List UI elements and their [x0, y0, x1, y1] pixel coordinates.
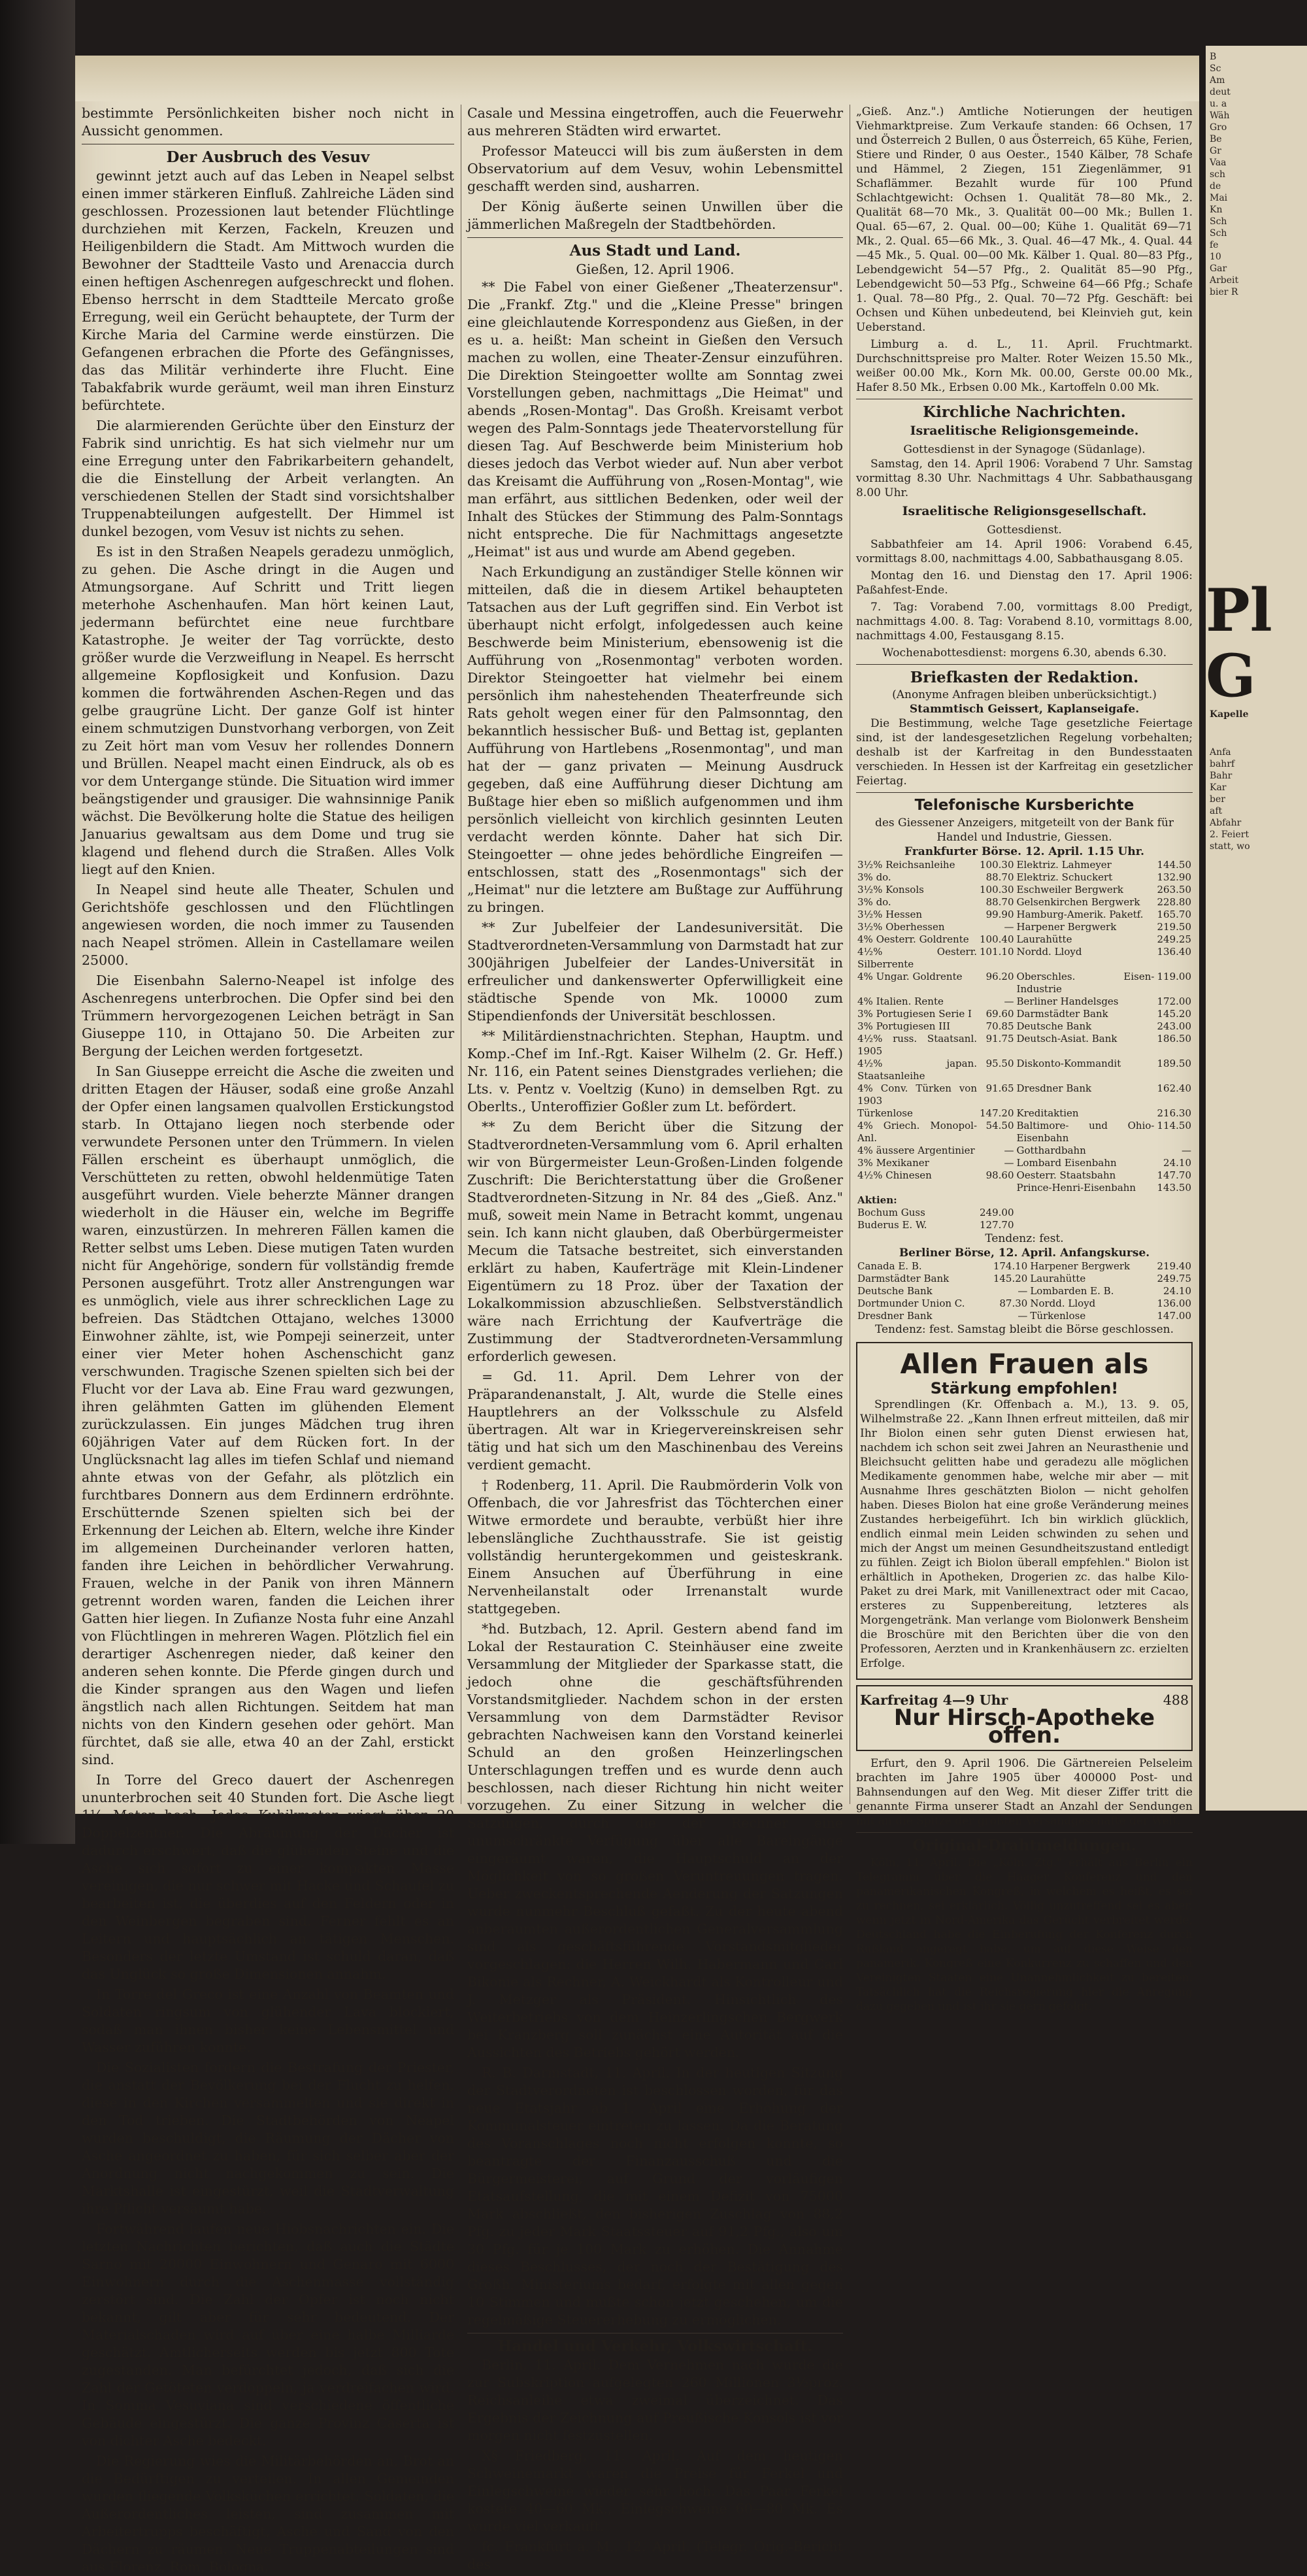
kurs-row	[856, 1157, 1193, 1169]
kurs-value: —	[1004, 995, 1014, 1007]
kurs-name: 3½% Oberhessen	[857, 921, 945, 933]
adjacent-fragment: de	[1210, 181, 1221, 192]
article-paragraph: R. B. Darmstadt, 11. April. In der heutigen Sitzung der Stadtverordneten ist beschlossen worden, für das neue Etatsjahr ab 1. April eine Erhöhung der Kommunalsteuer eintreten zu lassen. Da die Beratung des Voranschlages noch nicht erfolgen konnte, so beantragte der Finanzausschuß und die Bürgermeisterei, auf Grund der vorläufigen Etatsaufstellung, die mit einem Defizit von 75000 Mark abschließt, den bisherigen Zuschlag von 88,2 Pfg. zu jeder Mark Staatssteuer auf 91,2 Pfg., also um 30 Pfg. für je 100 Mark zu erhöhen. Die Annahme dieses Beschlusses, der noch der Bestätigung des Großh. Ministeriums bedarf, erfolgte mit allen gegen 10 Stimmen und mußte schon jetzt geschehen, um die regelmäßige Steuererhebung zu ermöglichen.	[467, 2065, 843, 2328]
intro-text: bestimmte Persönlichkeiten bisher noch nicht in Aussicht genommen.	[82, 105, 454, 139]
gesellschaft-subtitle: Gottesdienst.	[987, 524, 1062, 537]
newspaper-page	[75, 56, 1199, 2575]
kurs-row	[856, 1285, 1193, 1297]
kurs-row	[856, 859, 1193, 871]
kurs-value: 162.40	[1157, 1082, 1191, 1094]
adjacent-page-edge	[1206, 46, 1307, 1811]
article-paragraph: „Gieß. Anz.".) Amtliche Notierungen der heutigen Viehmarktpreise. Zum Verkaufe standen: 66 Ochsen, 17 und Österreich 2 Bullen, 0 aus Österreich, 65 Kühe, Ferien, Stiere und Rinder, 0 aus Oester., 1540 Kälber, 78 Schafe und Hämmel, 2 Ziegen, 151 Ziegenlämmer, 91 Schaflämmer. Bezahlt wurde für 100 Pfund Schlachtgewicht: Ochsen 1. Qualität 78—80 Mk., 2. Qualität 68—70 Mk., 3. Qualität 00—00 Mk.; Bullen 1. Qual. 65—67, 2. Qual. 00—00; Kühe 1. Qualität 69—71 Mk., 2. Qual. 65—66 Mk., 3. Qual. 46—47 Mk., 4. Qual. 44—45 Mk., 5. Qual. 00—00 Mk. Kälber 1. Qual. 80—83 Pfg., Lebendgewicht 54—57 Pfg., 2. Qualität 85—90 Pfg., Lebendgewicht 50—53 Pfg., Schweine 64—66 Pfg.; Schafe 1. Qual. 78—80 Pfg., 2. Qual. 70—72 Pfg. Geschäft: bei Ochsen und Kühen unbedeutend, bei Kleinvieh gut, kein Ueberstand.	[856, 105, 1193, 334]
article-paragraph: fc. Frankfurt a. M., 12. April. (Telegr. Orig.-Bericht des	[467, 2539, 843, 2572]
adjacent-fragment: Sc	[1210, 63, 1221, 74]
tendenz: Tendenz: fest. Samstag bleibt die Börse geschlossen.	[874, 1323, 1174, 1336]
article-paragraph: In Neapel sind heute alle Theater, Schulen und Gerichtshöfe geschlossen und den Flüchtlingen angewiesen worden, die noch immer zu Tausenden nach Neapel strömen. Allein in Castellamare weilen 25000.	[82, 882, 454, 968]
kurs-value: —	[1017, 1310, 1028, 1322]
adjacent-fragment: Am	[1210, 75, 1225, 86]
kurs-value: 147.00	[1157, 1310, 1191, 1322]
article-paragraph: gewinnt jetzt auch auf das Leben in Neapel selbst einen immer stärkeren Einfluß. Zahlreiche Läden sind geschlossen. Prozessionen laut betender Flüchtlinge durchziehen mit Kerzen, Fackeln, Kreuzen und Heiligenbildern die Stadt. Am Mittwoch wurden die Bewohner der Stadtteile Vasto und Arenaccia durch einen heftigen Aschenregen aufgeschreckt und flohen. Ebenso herrscht in dem Stadtteile Mercato große Erregung, weil ein Gerücht behauptete, der Turm der Kirche Maria del Carmine werde einstürzen. Die Gefangenen erbrachen die Pforte des Gefängnisses, das das Militär verhinderte ihre Flucht. Eine Tabakfabrik wurde geräumt, weil man ihren Einsturz befürchtete.	[82, 168, 454, 413]
kurs-value: —	[1004, 1157, 1014, 1169]
kurs-name: 4% Italien. Rente	[857, 995, 944, 1007]
kurs-row	[856, 946, 1193, 971]
kurs-value: 174.10	[993, 1260, 1028, 1272]
kurs-row	[856, 1058, 1193, 1082]
adjacent-fragment: Mai	[1210, 193, 1228, 203]
kirchliche-headline: Kirchliche Nachrichten.	[923, 403, 1126, 421]
kurs-value: 219.40	[1157, 1260, 1191, 1272]
kurs-row	[856, 995, 1193, 1008]
service-times: Sabbathfeier am 14. April 1906: Vorabend 6.45, vormittags 8.00, nachmittags 4.00, Sabbathausgang 8.05.	[856, 538, 1193, 565]
kurs-name: 4½% Oesterr. Silberrente	[857, 946, 978, 970]
gesellschaft-title: Israelitische Religionsgesellschaft.	[902, 504, 1147, 518]
kurs-name: 4% Conv. Türken von 1903	[857, 1082, 978, 1107]
adjacent-big-letters: G	[1206, 641, 1256, 711]
adjacent-fragment: sch	[1210, 169, 1226, 180]
kurs-value: 263.50	[1157, 884, 1191, 895]
article-paragraph: Casale und Messina eingetroffen, auch die Feuerwehr aus mehreren Städten wird erwartet.	[467, 105, 843, 139]
frankfurt-boerse-title: Frankfurter Börse. 12. April. 1.15 Uhr.	[904, 845, 1145, 858]
article-paragraph: ** Zur Jubelfeier der Landesuniversität. Die Stadtverordneten-Versammlung von Darmstadt hat zur 300jährigen Jubelfeier der Landes-Universität in erfreulicher und dankenswerter Opferwilligkeit eine städtische Spende von Mk. 10000 zum Stipendienfonds der Universität beschlossen.	[467, 920, 843, 1024]
kurs-value: 147.20	[980, 1107, 1014, 1119]
kurs-name: 3½% Hessen	[857, 909, 922, 920]
article-paragraph: In San Giuseppe erreicht die Asche die zweiten und dritten Etagen der Häuser, sodaß eine große Anzahl der Opfer einen langsamen qualvollen Erstickungstod starb. In Ottajano liegen noch sterbende oder verwundete Personen unter den Trümmern. In vielen Fällen erscheint es überhaupt unmöglich, die Verschütteten zu retten, obwohl heldenmütige Taten ausgeführt wurden. Viele beherzte Männer drangen wiederholt in die Häuser ein, welche im Begriffe waren, einzustürzen. In mehreren Fällen kamen die Retter selbst ums Leben. Diese mutigen Taten wurden nicht für Angehörige, sondern für vollständig fremde Personen ausgeführt. Trotz aller Anstrengungen war es unmöglich, viele aus ihrer schrecklichen Lage zu befreien. Das Städtchen Ottajano, welches 13000 Einwohner zählte, ist, wie Pompeji seinerzeit, unter einer vier Meter hohen Aschenschicht ganz verschwunden. Tragische Szenen spielten sich bei der Flucht vor der Lava ab. Eine Frau ward gezwungen, ihren gelähmten Gatten im glühenden Element zurückzulassen. Ein junges Mädchen trug ihren 60jährigen Vater auf dem Rücken fort. In der Unglücksnacht lag alles im tiefen Schlaf und niemand ahnte etwas von der Gefahr, als plötzlich ein furchtbares Donnern aus dem Erdinnern erdröhnte. Erschütternde Szenen spielten sich bei der Erkennung der Leichen ab. Eltern, welche ihre Kinder im allgemeinen Durcheinander verloren hatten, fanden ihre Leichen in behördlicher Verwahrung. Frauen, welche in der Panik von ihren Männern getrennt worden waren, fanden die Leichen ihrer Gatten hier liegen. In Zufianze Nosta fuhr eine Anzahl von Flüchtlingen in mehreren Wagen. Plötzlich fiel ein derartiger Aschenregen nieder, daß keiner den anderen sehen konnte. Die Pferde gingen durch und die Kinder sprangen aus den Wagen und liefen ängstlich nach allen Richtungen. Seitdem hat man nichts von den Kindern gesehen oder gehört. Man fürchtet, daß sie alle, etwa 40 an der Zahl, erstickt sind.	[82, 1063, 454, 1767]
kurs-value: 219.50	[1157, 921, 1191, 933]
kurs-name: Hamburg-Amerik. Paketf.	[1016, 909, 1144, 920]
kurs-name: Dortmunder Union C.	[857, 1297, 965, 1309]
kurs-value: 119.00	[1157, 971, 1191, 982]
adjacent-fragment: Vaa	[1210, 158, 1227, 168]
kurs-name: Dresdner Bank	[1016, 1082, 1092, 1094]
adjacent-fragment: deut	[1210, 87, 1231, 97]
kurs-row	[856, 1107, 1193, 1120]
article-paragraph: Nach Erkundigung an zuständiger Stelle können wir mitteilen, daß die in diesem Artikel behaupteten Tatsachen aus der Luft gegriffen sind. Ein Verbot ist überhaupt nicht erfolgt, infolgedessen auch keine Beschwerde beim Ministerium, ebensowenig ist die Aufführung von „Rosenmontag" verboten worden. Direktor Steingoetter hat vielmehr bei einem persönlich ihm nahestehenden Theaterfreunde sich Rats geholt wegen einer für den Palmsonntag, den bekanntlich hessischer Buß- und Bettag ist, geplanten Aufführung von Hartlebens „Rosenmontag", und man hat der — ganz privaten — Meinung Ausdruck gegeben, daß eine Aufführung dieser Dichtung am Bußtage hier eben so mißlich aufgenommen und ihm persönlich vielleicht von kirchlich gesinnten Leuten verdacht werden könnte. Daher hat sich Dir. Steingoetter — ohne jedes behördliche Eingreifen — entschlossen, statt des „Rosenmontags" sich der „Heimat" nur die letztere am Bußtage zur Aufführung zu bringen.	[467, 564, 843, 915]
page-top-margin	[75, 56, 1199, 101]
adjacent-text-fragments	[1206, 46, 1307, 303]
kurs-value: 127.70	[980, 1219, 1014, 1231]
article-paragraph: Die alarmierenden Gerüchte über den Einsturz der Fabrik sind unrichtig. Es hat sich vielmehr nur um eine Erregung unter den Fabrikarbeitern gehandelt, die die Einstellung der Arbeit verlangten. An verschiedenen Stellen der Stadt sind vorsichtshalber Truppenabteilungen aufgestellt. Der Himmel ist dunkel bezogen, vom Vesuv ist nichts zu sehen.	[82, 418, 454, 539]
vesuv-headline: Der Ausbruch des Vesuv	[166, 148, 370, 166]
adjacent-fragment: bahrf	[1210, 759, 1235, 769]
kurs-name: Lombard Eisenbahn	[1016, 1157, 1117, 1169]
article-paragraph: Es ist in den Straßen Neapels geradezu unmöglich, zu gehen. Die Asche dringt in die Augen und Atmungsorgane. Auf Schritt und Tritt liegen meterhohe Aschenhaufen. Man hört keinen Laut, jedermann befürchtet eine neue furchtbare Katastrophe. Je weiter der Tag vorrückte, desto größer wurde die Verzweiflung in Neapel. Es herrscht allgemeine Kopflosigkeit und Konfusion. Dazu kommen die fortwährenden Aschen-Regen und das gelbe graugrüne Licht. Der ganze Golf ist hinter einem schmutzigen Dunstvorhang verborgen, von Zeit zu Zeit hört man vom Vesuv her rollendes Donnern und Brüllen. Neapel macht einen Eindruck, als ob es vor dem Untergange stünde. Die Situation wird immer beängstigender und grausiger. Die wahnsinnige Panik wächst. Die Bevölkerung holte die Statue des heiligen Januarius gewaltsam aus dem Dome und trug sie klagend und flehend durch die Straßen. Alles Volk liegt auf den Knien.	[82, 544, 454, 877]
kurs-name: Elektriz. Lahmeyer	[1016, 859, 1112, 871]
adjacent-fragment: Wäh	[1210, 110, 1230, 121]
kurs-value: 96.20	[985, 971, 1014, 982]
kurs-row	[856, 1082, 1193, 1107]
kurs-name: 3% Portugiesen III	[857, 1020, 950, 1032]
article-paragraph: Köln, 11. April. Die „Köln. Ztg." erhält aus Berlin ein Telegramm über die Haager Konferenz und den panamerikanischen Kongreß, in welchem es heißt, es sei zu rechnen, sei erklärlich. Völlig unzutreffend sei es aber, wenn jetzt in Nord-Amerika das Gerücht verbreitet werde, Deutschland habe die Einberufung der Konferenz durch Rußland angeregt habe, um auf diese Weise den panamerik. Kongreß eine Konkurrenz zu schaffen und den Vereinigten Staaten eine Unannehmlichkeit zu bereiten. Tatsächlich hat die Reichsregierung hier die Anregung dazu gegeben und ist ihr sie gern gefolgt.	[856, 1856, 1193, 2013]
kurs-value: 243.00	[1157, 1020, 1191, 1032]
adjacent-fragment: Gar	[1210, 263, 1227, 274]
kurs-name: Lombarden E. B.	[1030, 1285, 1114, 1297]
kurs-name: Prince-Henri-Eisenbahn	[1016, 1182, 1136, 1194]
article-paragraph: In Torre del Greco ist eine Anzahl von Beamten und Soldaten ringsum von glühender Lava blockiert, sodaß man ihnen bisher keine Lebensmittel und Wasser zuführen konnte.	[82, 1986, 454, 2055]
kurs-table	[856, 859, 1193, 1231]
kurs-value: 100.40	[980, 933, 1014, 945]
adjacent-fragment: Abfahr	[1210, 818, 1242, 828]
kurs-name: Buderus E. W.	[857, 1219, 927, 1231]
kurs-row	[856, 1207, 1193, 1219]
article-paragraph: X§ Friedberg, 11. April. Auf dem heutigen Schweinemarkt waren die Preise für Ferkel und Einlegschweine wieder sehr hoch. Das Paar Ferkel kostete 40—60 Mk., Einlegschweine 60—80 Mk. Es wurde viel verkauft.	[467, 2448, 843, 2534]
column-2	[467, 105, 843, 2572]
kurs-name: 3% Mexikaner	[857, 1157, 929, 1169]
kurs-row	[856, 921, 1193, 933]
kurs-row	[856, 933, 1193, 946]
adjacent-fragment: Kar	[1210, 782, 1227, 793]
kurs-name: Bochum Guss	[857, 1207, 925, 1218]
kurs-name: Baltimore- und Ohio-Eisenbahn	[1016, 1120, 1155, 1144]
kurs-subtitle: des Giessener Anzeigers, mitgeteilt von der Bank für Handel und Industrie, Giessen.	[874, 816, 1174, 844]
kurs-name: Türkenlose	[1030, 1310, 1086, 1322]
briefkasten-answer: Die Bestimmung, welche Tage gesetzliche Feiertage sind, ist der landesgesetzlichen Regelung vorbehalten; deshalb ist der Karfreitag in den Bundesstaaten verschieden. In Hessen ist der Karfreitag ein gesetzlicher Feiertag.	[856, 717, 1193, 788]
kurs-name: Harpener Bergwerk	[1016, 921, 1117, 933]
adjacent-fragment: Kn	[1210, 205, 1223, 215]
adjacent-fragment: Arbeit	[1210, 275, 1239, 286]
kurs-row	[856, 1033, 1193, 1058]
gemeinde-subtitle: Gottesdienst in der Synagoge (Südanlage).	[903, 443, 1146, 456]
service-times: Wochenabottesdienst: morgens 6.30, abends 6.30.	[882, 646, 1167, 660]
biolon-advertisement	[856, 1342, 1193, 1680]
kurs-value: 132.90	[1157, 871, 1191, 883]
article-paragraph: *hd. Butzbach, 12. April. Gestern abend fand im Lokal der Restauration C. Steinhäuser eine zweite Versammlung der Mitglieder der Sparkasse statt, die jedoch ohne die geschäftsführenden Vorstandsmitglieder. Nachdem schon in der ersten Versammlung von dem Darmstädter Revisor gebrachten Nachweisen kann den Vorstand keinerlei Schuld an den großen Heinzerlingschen Unterschlagungen treffen und es wurde denn auch beschlossen, nach dieser Richtung hin nicht weiter vorzugehen. Zu einer Sitzung in welcher die Satzungen, durch die der Rechner eine unumschränkte Verfügung über alle Bareingänge eingeräumt waren, die Hauptschuld an der Möglichkeit von so großen Veruntreuungen tragen. Ueber zweckentsprechende Aenderung der Satzungen wurde nunmehr Beschluß gefaßt. Zu der heute abend anberaumten außerordentlichen Generalversammlung sind als geschäftsführende Vorstandsmitglieder vorgeschlagen: die Herren Wilh. Habermann und Carl Bikonie als Rechner, A. Weickhardt als Kontrolleur und J. Metzger als Präsident. Hinsichtlich des Weiterbetriebs von dem Heinzerlingschen Bergwerk bei Kranzberg soll zunächst eine Autorität auf die Aussichten des Betriebs gehört werden.	[467, 1621, 843, 2060]
adjacent-fragment: Sch	[1210, 216, 1227, 227]
kurs-row	[856, 1145, 1193, 1157]
section-headline-handel: Handel und Verkehr, Volkswirtschaft.	[497, 2337, 813, 2355]
briefkasten-headline: Briefkasten der Redaktion.	[910, 669, 1139, 686]
adjacent-fragment: Bahr	[1210, 771, 1233, 781]
adjacent-subtitle: Kapelle	[1210, 709, 1249, 720]
kurs-name: Darmstädter Bank	[857, 1273, 950, 1284]
adjacent-fragment: B	[1210, 52, 1217, 62]
dateline: Gießen, 12. April 1906.	[576, 261, 735, 277]
kurs-name: Nordd. Lloyd	[1030, 1297, 1096, 1309]
adjacent-fragment: Sch	[1210, 228, 1227, 239]
kurs-name: 3½% Reichsanleihe	[857, 859, 955, 871]
kurs-value: 98.60	[985, 1169, 1014, 1181]
kurs-name: Berliner Handelsges	[1016, 995, 1119, 1007]
kurs-name: Laurahütte	[1030, 1273, 1086, 1284]
article-paragraph: Die Eisenbahn Salerno-Neapel ist infolge des Aschenregens unterbrochen. Die Opfer sind bei den Trümmern hervorgezogenen Leichen beträgt in San Giuseppe 110, in Ottajano 50. Die Arbeiten zur Bergung der Leichen werden fortgesetzt.	[82, 973, 454, 1059]
briefkasten-addressee: Stammtisch Geissert, Kaplanseigafe.	[909, 703, 1140, 716]
article-paragraph: Fortwährend laufen neue Hiobsnachrichten ein. Die letzten Nachrichten berichten, daß auch die Städte Sarno mit 20000 Einwohnern und Genaro mit 6000 Einwohnern durch die Aschenmasse vollständig zerstört sind. Die Zahl der Opfer ist noch nicht bekannt, gilt aber für sehr bedeutend. Der Materialschaden wird auf über eine halbe Milliarde geschätzt. Amtlicherseits werden bis jetzt 800 Tote zugestanden. Man befürchtet jedoch, daß sich die Zahl der Getöteten verdoppeln, ja verdreifachen wird. In Somma Vesuviana sind verschiedene öffentliche Gebäude eingestürzt. Die ganze Provinz Caserta ist von dichter Asche bedeckt.	[82, 2221, 454, 2449]
kurs-row	[856, 1219, 1193, 1231]
kurs-value: 101.10	[980, 946, 1014, 958]
adjacent-fragment: Anfa	[1210, 747, 1231, 758]
kurs-row	[856, 1020, 1193, 1033]
kurs-row	[856, 971, 1193, 995]
adjacent-fragment: Gro	[1210, 122, 1227, 133]
kurs-value: 249.25	[1157, 933, 1191, 945]
apotheke-notice	[856, 1685, 1193, 1751]
kurs-row	[856, 1120, 1193, 1145]
kurs-name: 4% Oesterr. Goldrente	[857, 933, 969, 945]
kurs-name: Oberschles. Eisen-Industrie	[1016, 971, 1155, 995]
apotheke-number: 488	[1163, 1692, 1189, 1708]
kurs-value: 216.30	[1157, 1107, 1191, 1119]
kurs-value: 70.85	[985, 1020, 1014, 1032]
article-paragraph: ** Militärdienstnachrichten. Stephan, Hauptm. und Komp.-Chef im Inf.-Rgt. Kaiser Wilhelm (2. Gr. Heff.) Nr. 116, ein Patent seines Dienstgrades verliehen; die Lts. v. Pentz v. Voeltzig (Kuno) in demselben Rgt. zu Oberlts., Unteroffizier Goßler zum Lt. befördert.	[467, 1028, 843, 1114]
apotheke-tag: Karfreitag 4—9 Uhr	[860, 1692, 1008, 1708]
adjacent-fragment: Gr	[1210, 146, 1221, 156]
kurs-name: 4% Ungar. Goldrente	[857, 971, 963, 982]
adjacent-big-letters: Pl	[1206, 576, 1272, 645]
kurs-value: 186.50	[1157, 1033, 1191, 1045]
kurs-value: 91.65	[985, 1082, 1014, 1094]
kurs-value: 24.10	[1163, 1285, 1191, 1297]
kurs-value: —	[1017, 1285, 1028, 1297]
kurs-value: 88.70	[985, 896, 1014, 908]
kurs-name: Gotthardbahn	[1016, 1145, 1086, 1156]
berlin-boerse-title: Berliner Börse, 12. April. Anfangskurse.	[899, 1246, 1150, 1260]
adjacent-fragment: 10	[1210, 252, 1221, 262]
kurs-name: Türkenlose	[857, 1107, 913, 1119]
kurs-row	[856, 871, 1193, 884]
kurs-value: 24.10	[1163, 1157, 1191, 1169]
adjacent-fragment: aft	[1210, 806, 1223, 816]
kurs-name: Eschweiler Bergwerk	[1016, 884, 1123, 895]
kurs-value: 100.30	[980, 884, 1014, 895]
kurs-value: —	[1182, 1145, 1191, 1156]
kurs-value: 143.50	[1157, 1182, 1191, 1194]
kurs-value: 54.50	[985, 1120, 1014, 1131]
kurs-name: Diskonto-Kommandit	[1016, 1058, 1121, 1069]
service-times: 7. Tag: Vorabend 7.00, vormittags 8.00 Predigt, nachmittags 4.00. 8. Tag: Vorabend 8.10, vormittags 8.00, nachmittags 4.00, Festausgang 8.15.	[856, 601, 1193, 643]
kurs-name: Nordd. Lloyd	[1016, 946, 1082, 958]
kurs-row	[856, 1169, 1193, 1182]
ad-text: Sprendlingen (Kr. Offenbach a. M.), 13. 9. 05, Wilhelmstraße 22. „Kann Ihnen erfreut mitteilen, daß mir Ihr Biolon einen sehr guten Dienst erwiesen hat, nachdem ich schon seit zwei Jahren an Neurasthenie und Bleichsucht gelitten habe und geradezu alle möglichen Medikamente genommen habe, welche mir aber — mit Ausnahme Ihres geschätzten Biolon — nicht geholfen haben. Dieses Biolon hat eine große Veränderung meines Zustandes herbeigeführt. Ich bin wirklich glücklich, endlich einmal mein Leiden schwinden zu sehen und mich der Angst um meinen Gesundheitszustand entledigt zu fühlen. Zeigt ich Biolon überall empfehlen." Biolon ist erhältlich in Apotheken, Drogerien zc. das halbe Kilo-Paket zu drei Mark, mit Vanillenextract oder mit Cacao, ersteres zu Suppenbereitung, letzteres als Morgengetränk. Man verlange vom Biolonwerk Bensheim die Broschüre mit den Berichten über die von den Professoren, Aerzten und in Krankenhäusern zc. erzielten Erfolge.	[860, 1398, 1189, 1670]
kurs-row	[856, 1273, 1193, 1285]
column-3	[856, 105, 1193, 2013]
article-paragraph: ** Zu dem Bericht über die Sitzung der Stadtverordneten-Versammlung vom 6. April erhalten wir von Bürgermeister Leun-Großen-Linden folgende Zuschrift: Die Berichterstattung über die Großener Stadtverordneten-Sitzung in Nr. 84 des „Gieß. Anz." muß, soweit mein Name in Betracht kommt, ungenau sein. Ich kann nicht glauben, daß Oberbürgermeister Mecum die Tatsache bestreitet, sich einverstanden erklärt zu haben, Kauferträge mit Klein-Lindener Eigentümern zu 18 Proz. über der Taxation der Lokalkommission abzuschließen. Selbstverständlich wäre nach Errichtung der Kaufverträge die Zustimmung der Stadtverordneten-Versammlung erforderlich gewesen.	[467, 1119, 843, 1364]
section-headline-stadt-land: Aus Stadt und Land.	[569, 242, 741, 259]
kurs-name: 4% Griech. Monopol-Anl.	[857, 1120, 978, 1144]
article-paragraph: Berlin, 11. April. Dem Vernehmen nach wurde die zur Subskription aufgelegten 260 Millionen 3½proz. Reichsanleihe etwa zweimal überzeichnet. Das Ergebnis der Zeichnung auf Preußische Konsols ist vor morgen nicht festzustellen.	[467, 2357, 843, 2443]
kurs-row	[856, 896, 1193, 909]
kurs-value: —	[1004, 1145, 1014, 1156]
kurs-row	[856, 1182, 1193, 1194]
kurs-value: 228.80	[1157, 896, 1191, 908]
kurs-value	[978, 1182, 1016, 1194]
kurs-name: 4½% russ. Staatsanl. 1905	[857, 1033, 978, 1057]
ad-title: Allen Frauen als	[900, 1348, 1149, 1380]
kurs-name: 3½% Konsols	[857, 884, 924, 895]
kurs-headline: Telefonische Kursberichte	[914, 797, 1134, 814]
adjacent-fragment: 2. Feiert	[1210, 829, 1249, 840]
kurs-row	[856, 1008, 1193, 1020]
adjacent-fragment: u. a	[1210, 99, 1227, 109]
article-paragraph: Der König äußerte seinen Unwillen über die jämmerlichen Maßregeln der Stadtbehörden.	[467, 199, 843, 232]
article-paragraph: In Torre del Greco dauert der Aschenregen ununterbrochen seit 40 Stunden fort. Die Asche liegt 1½ Meter hoch. Jedes Kubikmeter wiegt über 20 Doppelzentner. Die Abräumung der Dächer ist dadurch erschwert, daß die glühenden Steine und die Asche sich sofort zu einer kompakten Masse vereinigen, die nur schwer mit Hacke und Schaufel zu bearbeiten ist, die überdies auf den Feldern oder in den Weinbergen begraben sind. Ferner fehlt es an Leitern und hauptsächlich an tätigen Menschen. Besonders der letzte Umstand ist schuld daran, daß das Unglück so große Dimensionen annahm.	[82, 1772, 454, 1982]
kurs-row	[856, 1310, 1193, 1322]
kurs-name: 3% do.	[857, 871, 891, 883]
kurs-value: 144.50	[1157, 859, 1191, 871]
kurs-value: 147.70	[1157, 1169, 1191, 1181]
kurs-value: 87.30	[999, 1297, 1028, 1309]
kurs-value: 189.50	[1157, 1058, 1191, 1069]
kurs-name: Deutsche Bank	[857, 1285, 933, 1297]
kurs-row	[856, 1297, 1193, 1310]
divider	[856, 1832, 1193, 1833]
kurs-value: 95.50	[985, 1058, 1014, 1069]
apotheke-title: Nur Hirsch-Apotheke offen.	[893, 1705, 1155, 1748]
kurs-name: Elektriz. Schuckert	[1016, 871, 1113, 883]
kurs-value: 99.90	[985, 909, 1014, 920]
gemeinde-title: Israelitische Religionsgemeinde.	[910, 424, 1139, 438]
kurs-value: 136.00	[1157, 1297, 1191, 1309]
kurs-value: 88.70	[985, 871, 1014, 883]
kurs-name: Dresdner Bank	[857, 1310, 933, 1322]
kurs-value: 172.00	[1157, 995, 1191, 1007]
article-paragraph: ** Die Fabel von einer Gießener „Theaterzensur". Die „Frankf. Ztg." und die „Kleine Presse" bringen eine gleichlautende Korrespondenz aus Gießen, in der es u. a. heißt: Man scheint in Gießen den Versuch machen zu wollen, eine Theater-Zensur einzuführen. Die Direktion Steingoetter wollte am Sonntag zwei Vorstellungen geben, nachmittags „Die Heimat" und abends „Rosen-Montag". Das Großh. Kreisamt verbot wegen des Palm-Sonntags jede Theatervorstellung für diesen Tag. Auf Beschwerde beim Ministerium hob dieses jedoch das Verbot wieder auf. Nun aber verbot das Kreisamt die Aufführung von „Rosen-Montag", wie man erfährt, aus sittlichen Bedenken, oder weil der Inhalt des Stückes der Stimmung des Palm-Sonntags nicht entspreche. Die für Nachmittags angesetzte „Heimat" ist aus und wurde am Abend gegeben.	[467, 279, 843, 560]
kurs-value: 145.20	[993, 1273, 1028, 1284]
kurs-name: Oesterr. Staatsbahn	[1016, 1169, 1116, 1181]
article-paragraph: Limburg a. d. L., 11. April. Fruchtmarkt. Durchschnittspreise pro Malter. Roter Weizen 15.50 Mk., weißer 00.00 Mk., Korn Mk. 00.00, Gerste 00.00 Mk., Hafer 8.50 Mk., Erbsen 0.00 Mk., Kartoffeln 0.00 Mk.	[856, 338, 1193, 394]
adjacent-text-fragments	[1206, 720, 1307, 878]
kurs-name	[856, 1182, 978, 1194]
adjacent-fragment: bier R	[1210, 287, 1238, 297]
kurs-value: 249.75	[1157, 1273, 1191, 1284]
article-paragraph: Die Regierung wies die Militärbehörden an, Brot an die Bedürftigen zu verteilen. In allen Gemeinden wurden fliegende Volksküchen errichtet. Soldaten, die Außerordentliches leisten, sind zusammen mit Arbeitertrupps beschäftigt, Asche und Sand von den Dächern zu räumen. Neue Truppenabteilungen sind aus Florenz, Rom, Bologna,	[82, 2453, 454, 2575]
article-paragraph: Professor Mateucci will bis zum äußersten in dem Observatorium auf dem Vesuv, wohin Lebensmittel geschafft werden sind, ausharren.	[467, 143, 843, 194]
kurs-name: Darmstädter Bank	[1016, 1008, 1108, 1020]
article-paragraph: Die Sozialisten fordern die Bestrafung der Priester, die anstatt der Bevölkerung bei der Flucht zu helfen, diese in den Kirchen versammelten und sie direkt in den Tod trieben. Die Stadtbehörden von Neapel wurden beschuldigt, die Räumung der Dächer von Asche angeordnet zu haben, für sich selber aber der Anordnung nicht nachgekommen zu sein. Die Marktshalle ist eingestürzt, weil die Stadtverwaltung ihre Pflicht versäumt habe.	[82, 2060, 454, 2216]
kurs-name: Harpener Bergwerk	[1030, 1260, 1131, 1272]
article-paragraph: Erfurt, den 9. April 1906. Die Gärtnereien Pelseleim brachten im Jahre 1905 über 400000 Post- und Bahnsendungen auf den Weg. Mit dieser Ziffer tritt die genannte Firma unserer Stadt an Anzahl der Sendungen mit an die Spitze der größten Versandgeschäfte der Welt.	[856, 1757, 1193, 1828]
article-paragraph: † Rodenberg, 11. April. Die Raubmörderin Volk von Offenbach, die vor Jahresfrist das Töchterchen einer Witwe ermordete und beraubte, verbüßt hier ihre lebenslängliche Zuchthausstrafe. Sie ist geistig vollständig heruntergekommen und geisteskrank. Einem Ansuchen auf Überführung in eine Nervenheilanstalt oder Irrenanstalt wurde stattgegeben.	[467, 1477, 843, 1616]
kurs-value: 136.40	[1157, 946, 1191, 958]
kurs-value: 69.60	[985, 1008, 1014, 1020]
drahtmeldungen-headline: Original-Drahtmeldungen.	[912, 1837, 1136, 1854]
article-paragraph: = Gd. 11. April. Dem Lehrer von der Präparandenanstalt, J. Alt, wurde die Stelle eines Hauptlehrers an der Volksschule zu Alsfeld übertragen. Alt war in Kriegervereinskreisen sehr tätig und hat sich um den Maschinenbau des Vereins verdient gemacht.	[467, 1369, 843, 1473]
kurs-name: Gelsenkirchen Bergwerk	[1016, 896, 1140, 908]
kurs-name: 4½% japan. Staatsanleihe	[857, 1058, 978, 1082]
adjacent-fragment: fe	[1210, 240, 1219, 250]
kurs-value: 100.30	[980, 859, 1014, 871]
service-times: Montag den 16. und Dienstag den 17. April 1906: Paßahfest-Ende.	[856, 569, 1193, 597]
aktien-label: Aktien:	[857, 1194, 897, 1206]
kurs-value: 145.20	[1157, 1008, 1191, 1020]
kurs-row	[856, 909, 1193, 921]
kurs-value: 91.75	[985, 1033, 1014, 1045]
book-binding	[0, 0, 75, 1844]
kurs-name: Canada E. B.	[857, 1260, 922, 1272]
kurs-name: 4½% Chinesen	[857, 1169, 932, 1181]
kurs-value: —	[1004, 921, 1014, 933]
kurs-name: 3% Portugiesen Serie I	[857, 1008, 972, 1020]
divider	[856, 792, 1193, 793]
tendenz: Tendenz: fest.	[985, 1232, 1064, 1245]
kurs-value: 114.50	[1157, 1120, 1191, 1131]
service-times: Samstag, den 14. April 1906: Vorabend 7 Uhr. Samstag vormittag 8.30 Uhr. Nachmittags 4 Uhr. Sabbathausgang 8.00 Uhr.	[856, 458, 1193, 499]
adjacent-fragment: statt, wo	[1210, 841, 1250, 852]
briefkasten-subtitle: (Anonyme Anfragen bleiben unberücksichtigt.)	[892, 688, 1157, 701]
kurs-row	[856, 884, 1193, 896]
kurs-name: Deutsche Bank	[1016, 1020, 1092, 1032]
ad-subtitle: Stärkung empfohlen!	[930, 1379, 1119, 1397]
divider	[467, 237, 843, 238]
kurs-name: 3% do.	[857, 896, 891, 908]
divider	[856, 664, 1193, 665]
kurs-name: Deutsch-Asiat. Bank	[1016, 1033, 1117, 1045]
adjacent-fragment: Be	[1210, 134, 1222, 144]
berlin-table	[856, 1260, 1193, 1322]
kurs-name: 4% äussere Argentinier	[857, 1145, 975, 1156]
kurs-value: 165.70	[1157, 909, 1191, 920]
kurs-name: Kreditaktien	[1016, 1107, 1079, 1119]
kurs-row	[856, 1260, 1193, 1273]
kurs-value: 249.00	[980, 1207, 1014, 1218]
aktien-header-row	[856, 1194, 1193, 1207]
kurs-name: Laurahütte	[1016, 933, 1072, 945]
column-1	[82, 105, 454, 2575]
adjacent-fragment: ber	[1210, 794, 1225, 805]
